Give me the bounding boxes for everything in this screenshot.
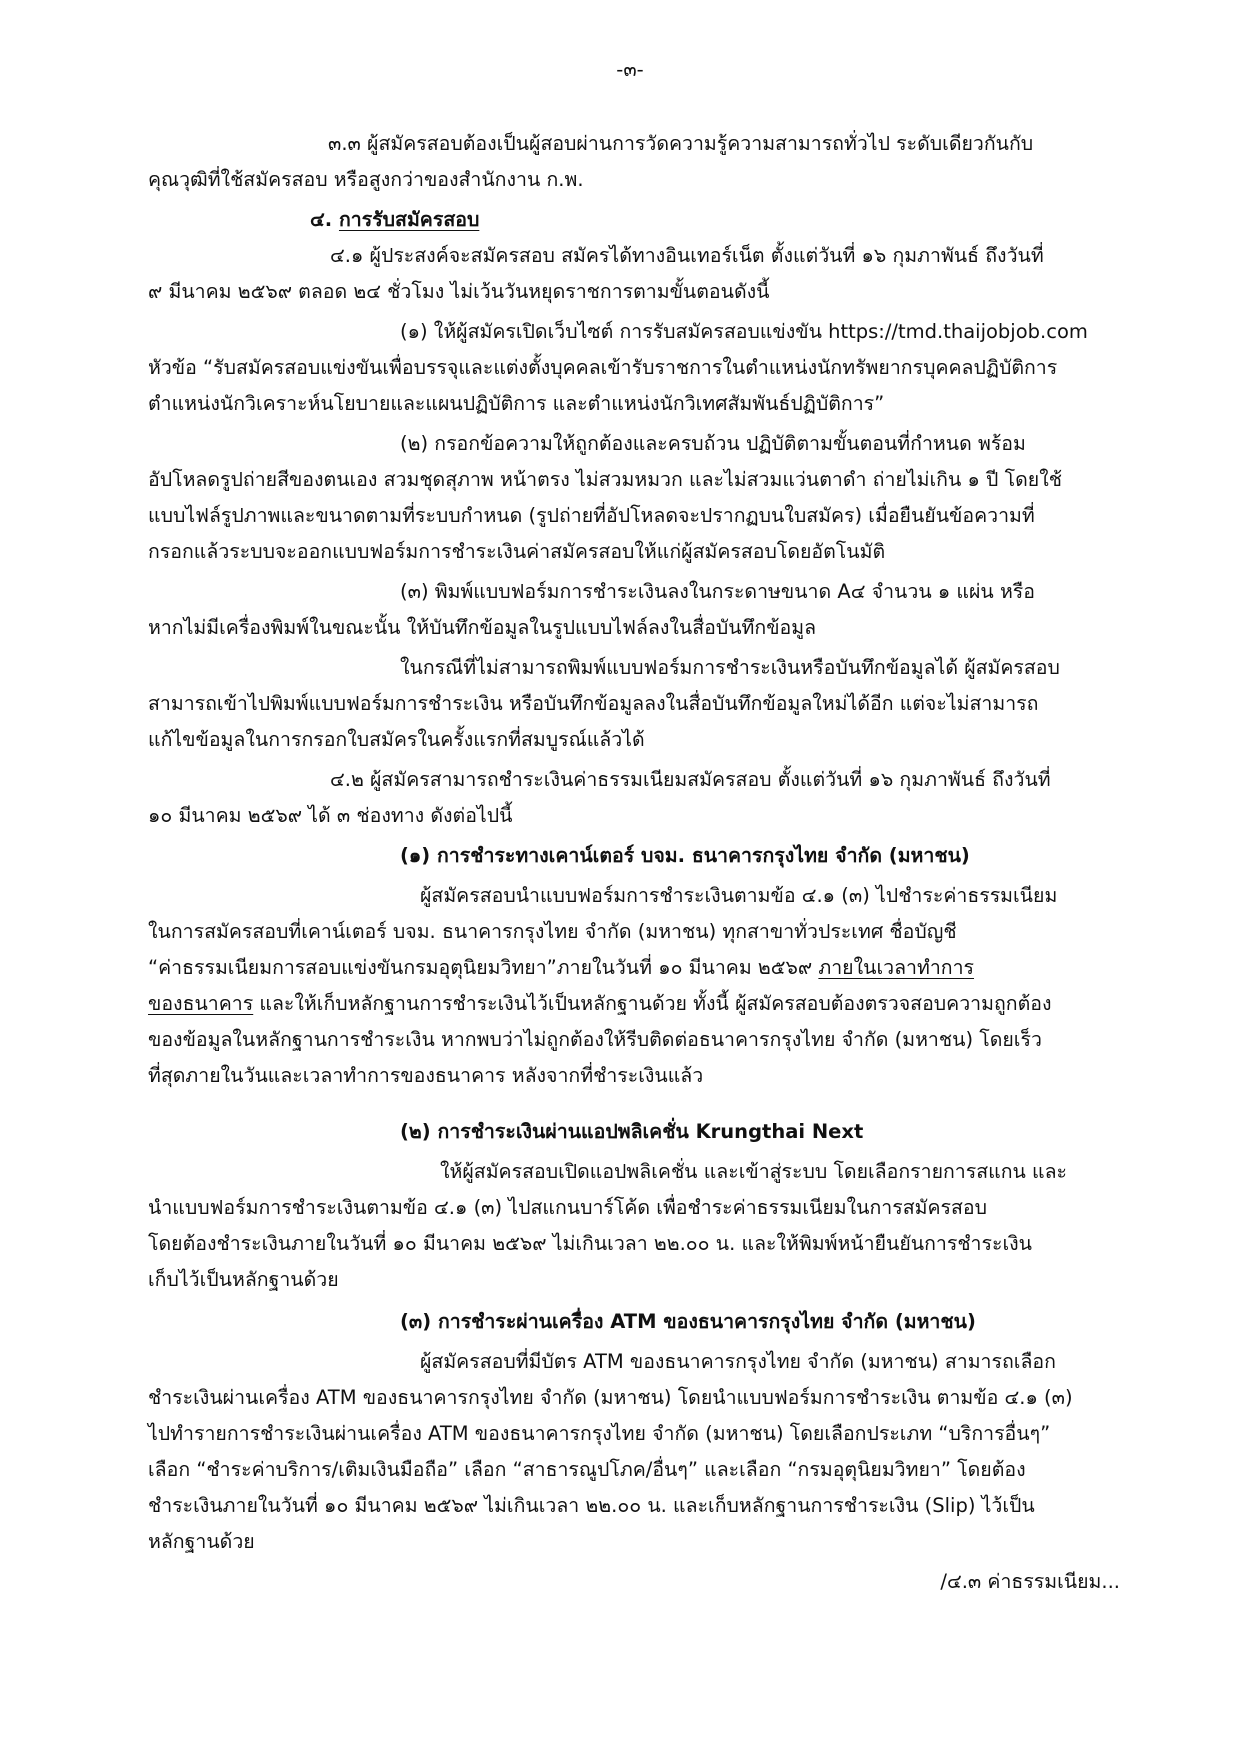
channel-1-line-6: ที่สุดภายในวันและเวลาทำการของธนาคาร หลังจากที่ชำระเงินแล้ว: [148, 1064, 704, 1087]
channel-2-heading: (๒) การชำระเงินผ่านแอปพลิเคชั่น Krungthai Next: [400, 1120, 864, 1143]
section-4-1-note-line-2: สามารถเข้าไปพิมพ์แบบฟอร์มการชำระเงิน หรือบันทึกข้อมูลลงในสื่อบันทึกข้อมูลใหม่ได้อีก แต่จะไม่สามารถ: [148, 692, 1039, 715]
section-4-2-line-2: ๑๐ มีนาคม ๒๕๖๙ ได้ ๓ ช่องทาง ดังต่อไปนี้: [148, 804, 513, 827]
section-4-1-item-2-line-2: อัปโหลดรูปถ่ายสีของตนเอง สวมชุดสุภาพ หน้าตรง ไม่สวมหมวก และไม่สวมแว่นตาดำ ถ่ายไม่เกิน ๑ ปี โดยใช้: [148, 468, 1062, 491]
channel-3-heading: (๓) การชำระผ่านเครื่อง ATM ของธนาคารกรุงไทย จำกัด (มหาชน): [400, 1310, 976, 1333]
section-4-1-item-1-line-1: (๑) ให้ผู้สมัครเปิดเว็บไซต์ การรับสมัครสอบแข่งขัน https://tmd.thaijobjob.com: [400, 320, 1088, 343]
continuation-note: /๔.๓ ค่าธรรมเนียม...: [940, 1570, 1120, 1593]
section-4-1-item-2-line-4: กรอกแล้วระบบจะออกแบบฟอร์มการชำระเงินค่าสมัครสอบให้แก่ผู้สมัครสอบโดยอัตโนมัติ: [148, 540, 886, 563]
section-4-1-line-2: ๙ มีนาคม ๒๕๖๙ ตลอด ๒๔ ชั่วโมง ไม่เว้นวันหยุดราชการตามขั้นตอนดังนี้: [148, 280, 770, 303]
channel-2-line-2: นำแบบฟอร์มการชำระเงินตามข้อ ๔.๑ (๓) ไปสแกนบาร์โค้ด เพื่อชำระค่าธรรมเนียมในการสมัครสอบ: [148, 1196, 987, 1219]
channel-2-line-3: โดยต้องชำระเงินภายในวันที่ ๑๐ มีนาคม ๒๕๖๙ ไม่เกินเวลา ๒๒.๐๐ น. และให้พิมพ์หน้ายืนยันการชำระเงิน: [148, 1232, 1032, 1255]
section-4-1-item-3-line-2: หากไม่มีเครื่องพิมพ์ในขณะนั้น ให้บันทึกข้อมูลในรูปแบบไฟล์ลงในสื่อบันทึกข้อมูล: [148, 616, 817, 639]
channel-1-bank-word: ของธนาคาร: [148, 992, 254, 1015]
page-number: -๓-: [616, 58, 644, 81]
section-4-1-note-line-3: แก้ไขข้อมูลในการกรอกใบสมัครในครั้งแรกที่สมบูรณ์แล้วได้: [148, 728, 645, 751]
section-4-number: ๔.: [310, 208, 333, 231]
section-4-1-note-line-1: ในกรณีที่ไม่สามารถพิมพ์แบบฟอร์มการชำระเงินหรือบันทึกข้อมูลได้ ผู้สมัครสอบ: [400, 656, 1060, 679]
channel-3-line-6: หลักฐานด้วย: [148, 1530, 255, 1553]
section-4-title: การรับสมัครสอบ: [338, 208, 480, 231]
channel-1-line-1: ผู้สมัครสอบนำแบบฟอร์มการชำระเงินตามข้อ ๔.๑ (๓) ไปชำระค่าธรรมเนียม: [420, 884, 1058, 907]
channel-2-line-4: เก็บไว้เป็นหลักฐานด้วย: [148, 1268, 339, 1291]
channel-1-line-5: ของข้อมูลในหลักฐานการชำระเงิน หากพบว่าไม่ถูกต้องให้รีบติดต่อธนาคารกรุงไทย จำกัด (มหาชน) โดยเร็ว: [148, 1028, 1042, 1051]
section-3-3-line-1: ๓.๓ ผู้สมัครสอบต้องเป็นผู้สอบผ่านการวัดความรู้ความสามารถทั่วไป ระดับเดียวกันกับ: [328, 132, 1034, 155]
channel-3-line-5: ชำระเงินภายในวันที่ ๑๐ มีนาคม ๒๕๖๙ ไม่เกินเวลา ๒๒.๐๐ น. และเก็บหลักฐานการชำระเงิน (Slip) ไว้เป็น: [148, 1494, 1035, 1517]
channel-2-line-1: ให้ผู้สมัครสอบเปิดแอปพลิเคชั่น และเข้าสู่ระบบ โดยเลือกรายการสแกน และ: [440, 1160, 1068, 1183]
channel-3-line-2: ชำระเงินผ่านเครื่อง ATM ของธนาคารกรุงไทย จำกัด (มหาชน) โดยนำแบบฟอร์มการชำระเงิน ตามข้อ ๔.๑ (๓): [148, 1386, 1073, 1409]
channel-1-line-3: [148, 954, 974, 982]
channel-1-business-hours: ภายในเวลาทำการ: [818, 956, 975, 979]
section-3-3-line-2: คุณวุฒิที่ใช้สมัครสอบ หรือสูงกว่าของสำนักงาน ก.พ.: [148, 168, 584, 191]
channel-1-heading: (๑) การชำระทางเคาน์เตอร์ บจม. ธนาคารกรุงไทย จำกัด (มหาชน): [400, 844, 970, 867]
section-4-1-item-1-line-3: ตำแหน่งนักวิเคราะห์นโยบายและแผนปฏิบัติการ และตำแหน่งนักวิเทศสัมพันธ์ปฏิบัติการ”: [148, 392, 885, 415]
channel-3-line-3: ไปทำรายการชำระเงินผ่านเครื่อง ATM ของธนาคารกรุงไทย จำกัด (มหาชน) โดยเลือกประเภท “บริการอื่นๆ”: [148, 1422, 1051, 1445]
section-4-1-item-2-line-3: แบบไฟล์รูปภาพและขนาดตามที่ระบบกำหนด (รูปถ่ายที่อัปโหลดจะปรากฏบนใบสมัคร) เมื่อยืนยันข้อความที่: [148, 504, 1035, 527]
section-4-2-line-1: ๔.๒ ผู้สมัครสามารถชำระเงินค่าธรรมเนียมสมัครสอบ ตั้งแต่วันที่ ๑๖ กุมภาพันธ์ ถึงวันที่: [330, 768, 1051, 791]
section-4-1-item-1-line-2: หัวข้อ “รับสมัครสอบแข่งขันเพื่อบรรจุและแต่งตั้งบุคคลเข้ารับราชการในตำแหน่งนักทรัพยากรบุคคลปฏิบัติการ: [148, 356, 1058, 379]
section-4-1-item-3-line-1: (๓) พิมพ์แบบฟอร์มการชำระเงินลงในกระดาษขนาด A๔ จำนวน ๑ แผ่น หรือ: [400, 580, 1035, 603]
channel-1-line-3-text: “ค่าธรรมเนียมการสอบแข่งขันกรมอุตุนิยมวิทยา”ภายในวันที่ ๑๐ มีนาคม ๒๕๖๙: [148, 956, 819, 979]
channel-3-line-4: เลือก “ชำระค่าบริการ/เติมเงินมือถือ” เลือก “สาธารณูปโภค/อื่นๆ” และเลือก “กรมอุตุนิยมวิทยา” โดยต้อง: [148, 1458, 1026, 1481]
section-4-heading: [310, 206, 479, 234]
channel-1-line-4: [148, 990, 1051, 1018]
channel-1-line-2: ในการสมัครสอบที่เคาน์เตอร์ บจม. ธนาคารกรุงไทย จำกัด (มหาชน) ทุกสาขาทั่วประเทศ ชื่อบัญชี: [148, 920, 957, 943]
channel-3-line-1: ผู้สมัครสอบที่มีบัตร ATM ของธนาคารกรุงไทย จำกัด (มหาชน) สามารถเลือก: [420, 1350, 1056, 1373]
section-4-1-line-1: ๔.๑ ผู้ประสงค์จะสมัครสอบ สมัครได้ทางอินเทอร์เน็ต ตั้งแต่วันที่ ๑๖ กุมภาพันธ์ ถึงวันที่: [330, 244, 1044, 267]
channel-1-line-4-text: และให้เก็บหลักฐานการชำระเงินไว้เป็นหลักฐานด้วย ทั้งนี้ ผู้สมัครสอบต้องตรวจสอบความถูกต้อง: [253, 992, 1052, 1015]
section-4-1-item-2-line-1: (๒) กรอกข้อความให้ถูกต้องและครบถ้วน ปฏิบัติตามขั้นตอนที่กำหนด พร้อม: [400, 432, 1026, 455]
